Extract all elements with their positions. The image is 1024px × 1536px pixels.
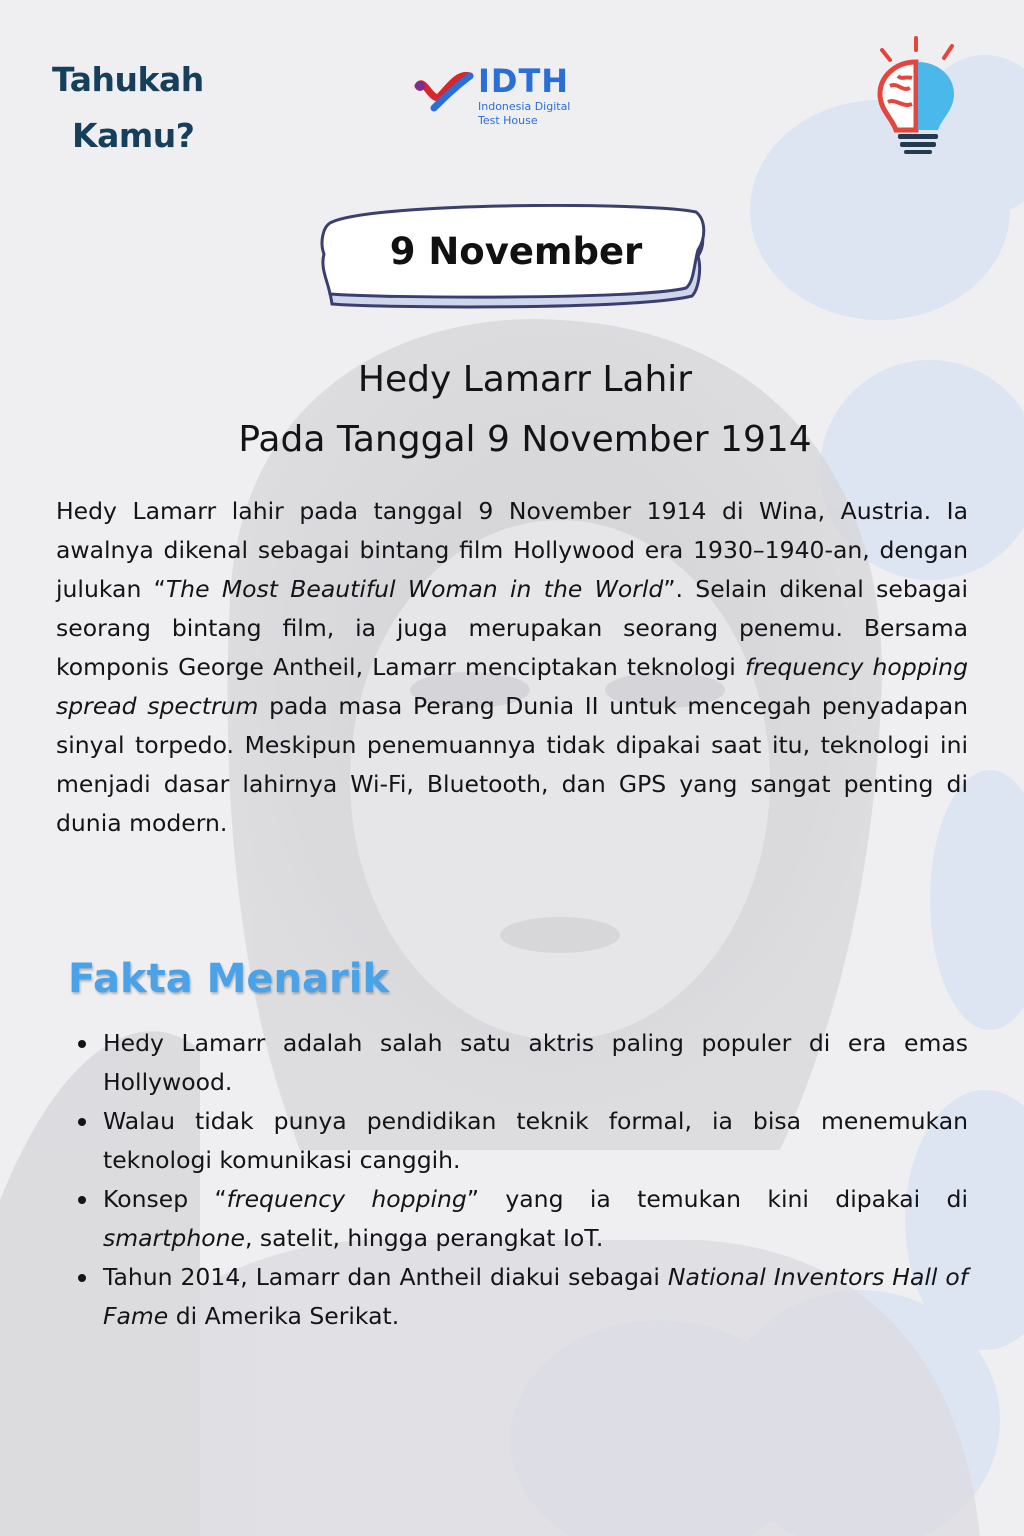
brain-lightbulb-icon xyxy=(868,36,968,156)
headline-line1: Hedy Lamarr Lahir xyxy=(357,359,693,400)
fact-text: Hedy Lamarr adalah salah satu aktris paling populer di era emas Hollywood. xyxy=(103,1029,968,1096)
bullet-icon xyxy=(78,1040,86,1048)
fact-italic: frequency hopping xyxy=(226,1185,467,1213)
list-item xyxy=(56,1258,968,1336)
fact-text-a: Tahun 2014, Lamarr dan Antheil diakui sebagai xyxy=(103,1263,668,1291)
paragraph-italic2: frequency hopping spread spectrum xyxy=(56,653,968,720)
date-banner xyxy=(318,204,708,324)
fakta-heading: Fakta Menarik xyxy=(68,956,390,1002)
paragraph-part1: Hedy Lamarr lahir pada tanggal 9 November 1914 di Wina, Austria. Ia awalnya dikenal sebagai bintang film Hollywood era 1930–1940-an, dengan julukan “ xyxy=(56,497,968,603)
logo-brand: IDTH xyxy=(478,62,570,100)
list-item xyxy=(56,1180,968,1258)
tag-line2: Kamu? xyxy=(72,116,195,155)
facts-list xyxy=(56,1024,968,1336)
fact-text-c: , satelit, hingga perangkat IoT. xyxy=(244,1224,604,1252)
bullet-icon xyxy=(78,1274,86,1282)
fact-text: Walau tidak punya pendidikan teknik formal, ia bisa menemukan teknologi komunikasi canggih. xyxy=(103,1107,968,1174)
paragraph-part3: pada masa Perang Dunia II untuk mencegah penyadapan sinyal torpedo. Meskipun penemuannya tidak dipakai saat itu, teknologi ini menjadi dasar lahirnya Wi-Fi, Bluetooth, dan GPS yang sangat penting di dunia modern. xyxy=(56,692,968,837)
paragraph-italic1: The Most Beautiful Woman in the World xyxy=(165,575,664,603)
idth-logo-icon xyxy=(414,68,474,114)
list-item xyxy=(56,1024,968,1102)
fact-text-b: di Amerika Serikat. xyxy=(168,1302,400,1330)
fact-text-a: Konsep “ xyxy=(103,1185,227,1213)
fact-text-b: ” yang ia temukan kini dipakai di xyxy=(466,1185,968,1213)
tag-line1: Tahukah xyxy=(52,60,204,99)
fact-italic: National Inventors Hall of Fame xyxy=(103,1263,968,1330)
fact-italic: smartphone xyxy=(103,1224,245,1252)
body-paragraph xyxy=(56,492,968,843)
logo-subtitle-line2: Test House xyxy=(478,114,538,127)
bullet-icon xyxy=(78,1196,86,1204)
idth-logo xyxy=(414,64,614,130)
list-item xyxy=(56,1102,968,1180)
logo-subtitle-line1: Indonesia Digital xyxy=(478,100,571,113)
banner-date: 9 November xyxy=(389,230,643,273)
did-you-know-tag xyxy=(52,52,252,164)
bullet-icon xyxy=(78,1118,86,1126)
paragraph-part2: ”. Selain dikenal sebagai seorang bintang film, ia juga merupakan seorang penemu. Bersama komponis George Antheil, Lamarr menciptakan teknologi xyxy=(56,575,968,681)
headline-line2: Pada Tanggal 9 November 1914 xyxy=(238,419,812,460)
logo-subtitle xyxy=(478,100,608,128)
headline xyxy=(110,350,940,470)
